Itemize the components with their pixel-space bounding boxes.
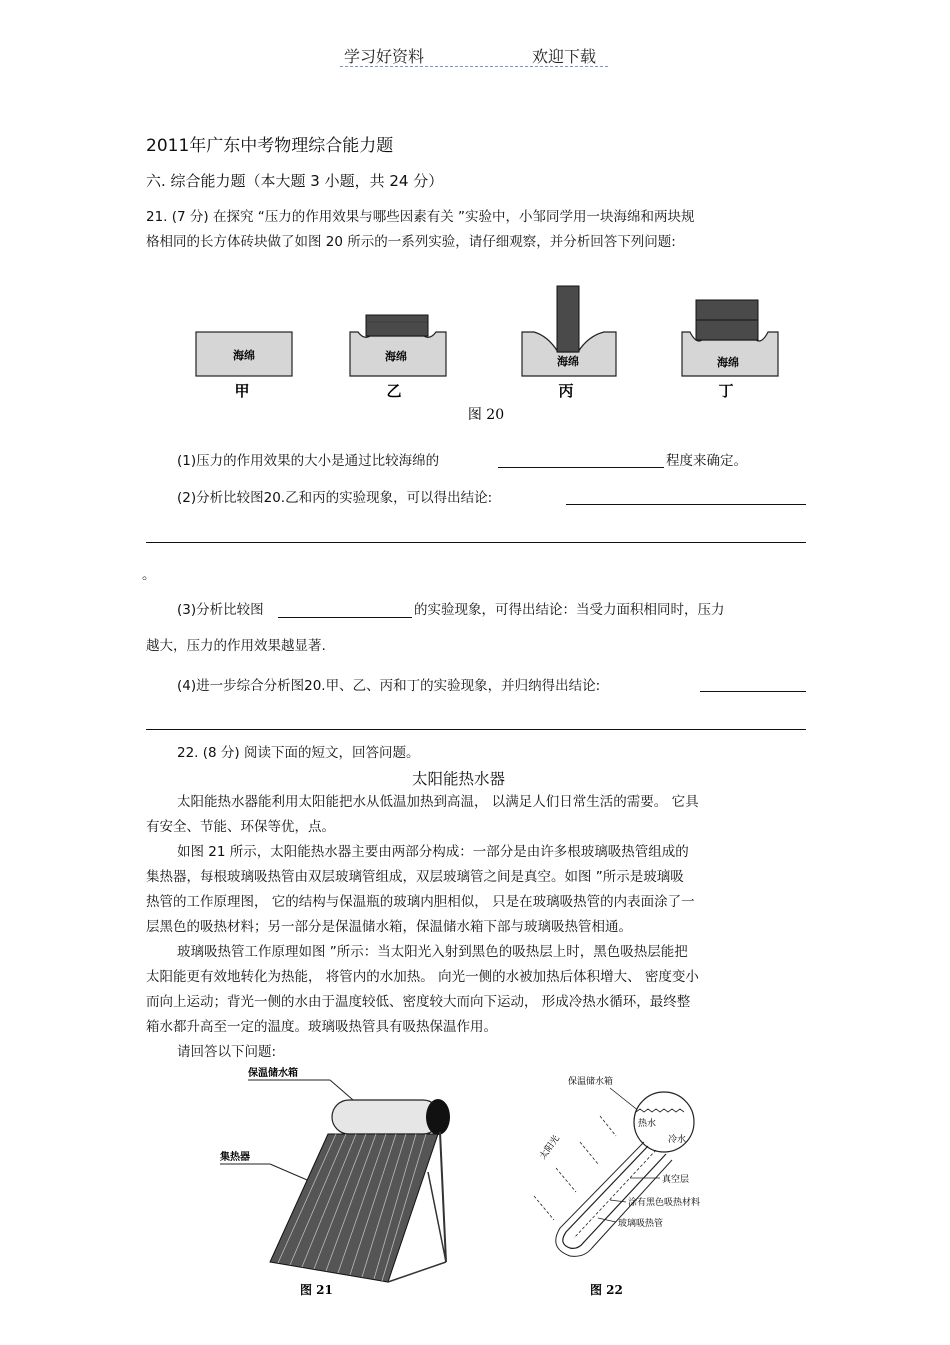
panel-label-bing: 丙 [558, 382, 574, 400]
q21-line1: 21. (7 分) 在探究 “压力的作用效果与哪些因素有关 ”实验中，小邹同学用一块海绵和两块规 [146, 209, 695, 225]
section-heading: 六. 综合能力题（本大题 3 小题，共 24 分） [146, 172, 444, 190]
fig20-panel-ding [682, 300, 778, 400]
sponge-label-ding: 海绵 [717, 356, 739, 369]
q22-line-10: 箱水都升高至一定的温度。玻璃吸热管具有吸热保温作用。 [146, 1019, 497, 1035]
panel-label-jia: 甲 [234, 382, 250, 400]
q21-p1-pre: (1)压力的作用效果的大小是通过比较海绵的 [177, 453, 440, 469]
q22-line-6: 层黑色的吸热材料；另一部分是保温储水箱，保温储水箱下部与玻璃吸热管相通。 [146, 919, 632, 935]
fig22-vacuum-label: 真空层 [662, 1175, 690, 1185]
q21-period: 。 [142, 567, 156, 583]
q22-line-4: 集热器，每根玻璃吸热管由双层玻璃管组成，双层玻璃管之间是真空。如图 ”所示是玻璃吸 [146, 869, 684, 885]
figure-22 [520, 1072, 720, 1302]
q22-line-3: 如图 21 所示，太阳能热水器主要由两部分构成：一部分是由许多根玻璃吸热管组成的 [177, 844, 689, 860]
q21-p4-answer-line[interactable] [146, 729, 806, 730]
panel-label-ding: 丁 [718, 382, 734, 400]
page-title: 2011年广东中考物理综合能力题 [146, 136, 394, 156]
fig22-tube-label: 玻璃吸热管 [618, 1219, 664, 1229]
header-divider [340, 66, 608, 67]
q21-p3-line2: 越大，压力的作用效果越显著. [146, 638, 326, 654]
fig21-tank-label: 保温储水箱 [248, 1068, 298, 1079]
q21-p3-blank[interactable] [278, 617, 412, 618]
q22-intro: 22. (8 分) 阅读下面的短文，回答问题。 [177, 745, 420, 761]
fig20-caption: 图 20 [467, 407, 505, 423]
sponge-label-yi: 海绵 [385, 350, 407, 363]
q21-p3-pre: (3)分析比较图 [177, 602, 264, 618]
q22-line-9: 而向上运动；背光一侧的水由于温度较低、密度较大而向下运动， 形成冷热水循环，最终整 [146, 994, 691, 1010]
q21-p2: (2)分析比较图20.乙和丙的实验现象，可以得出结论: [177, 490, 493, 506]
fig22-caption: 图 22 [590, 1283, 623, 1297]
q22-line-7: 玻璃吸热管工作原理如图 ”所示：当太阳光入射到黑色的吸热层上时，黑色吸热层能把 [177, 944, 688, 960]
header-right: 欢迎下载 [532, 47, 597, 66]
fig20-panel-jia [196, 332, 292, 400]
q21-p2-blank[interactable] [566, 504, 806, 505]
fig20-panel-bing [522, 286, 616, 400]
q22-heading: 太阳能热水器 [412, 770, 506, 788]
figure-21 [210, 1062, 480, 1302]
q22-line-5: 热管的工作原理图， 它的结构与保温瓶的玻璃内胆相似， 只是在玻璃吸热管的内表面涂了一 [146, 894, 695, 910]
header-left: 学习好资料 [344, 47, 425, 66]
panel-label-yi: 乙 [386, 382, 402, 400]
sponge-label-jia: 海绵 [233, 349, 255, 362]
figure-20 [180, 280, 780, 430]
q21-p4: (4)进一步综合分析图20.甲、乙、丙和丁的实验现象，并归纳得出结论: [177, 678, 601, 694]
fig21-caption: 图 21 [300, 1283, 333, 1297]
fig22-tank-label: 保温储水箱 [568, 1077, 614, 1087]
q21-line2: 格相同的长方体砖块做了如图 20 所示的一系列实验，请仔细观察，并分析回答下列问题: [146, 234, 676, 250]
q22-line-1: 太阳能热水器能利用太阳能把水从低温加热到高温， 以满足人们日常生活的需要。 它具 [177, 794, 699, 810]
sponge-label-bing: 海绵 [557, 355, 579, 368]
q21-p1-blank[interactable] [498, 467, 664, 468]
fig22-cold-label: 冷水 [668, 1135, 687, 1145]
q22-line-8: 太阳能更有效地转化为热能， 将管内的水加热。 向光一侧的水被加热后体积增大、 密度变小 [146, 969, 699, 985]
fig20-panel-yi [350, 315, 446, 400]
fig22-hot-label: 热水 [638, 1119, 657, 1129]
q21-p2-answer-line[interactable] [146, 542, 806, 543]
q22-line-11: 请回答以下问题: [177, 1044, 277, 1060]
q22-line-2: 有安全、节能、环保等优，点。 [146, 819, 335, 835]
fig21-collector-label: 集热器 [220, 1152, 250, 1163]
fig22-coating-label: 涂有黑色吸热材料 [628, 1198, 701, 1208]
fig22-sun-label: 太阳光 [538, 1133, 562, 1162]
q21-p4-blank[interactable] [700, 691, 806, 692]
q21-p1-post: 程度来确定。 [666, 453, 747, 469]
q21-p3-post: 的实验现象，可得出结论：当受力面积相同时，压力 [414, 602, 725, 618]
